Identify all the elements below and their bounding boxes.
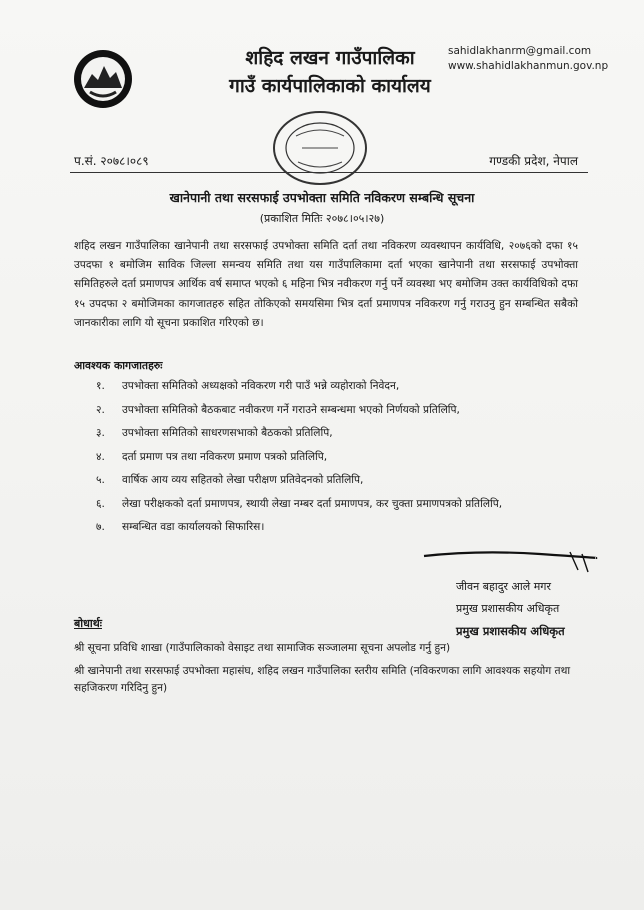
email-address[interactable]: sahidlakhanrm@gmail.com bbox=[448, 45, 592, 57]
signature-icon bbox=[420, 548, 600, 578]
signatory-block bbox=[456, 576, 565, 642]
office-stamp-icon bbox=[268, 106, 372, 190]
header-divider bbox=[70, 172, 588, 173]
list-item: श्री खानेपानी तथा सरसफाई उपभोक्ता महासंघ, शहिद लखन गाउँपालिका स्तरीय समिति (नविकरणका लागि आवश्यक सहयोग तथा सहजिकरण गरिदिनु हुन) bbox=[74, 664, 571, 694]
notice-body: शहिद लखन गाउँपालिका खानेपानी तथा सरसफाई उपभोक्ता समिति दर्ता तथा नविकरण व्यवस्थापन कार्यविधि, २०७६को दफा १५ उपदफा १ बमोजिम साविक जिल्ला समन्वय समिति तथा यस गाउँपालिकामा दर्ता भएका खानेपानी तथा सरसफाई उपभोक्ता समितिहरुले दर्ता प्रमाणपत्र आर्थिक वर्ष समाप्त भएको ६ महिना भित्र नवीकरण गर्नु पर्ने व्यवस्था भए बमोजिम उक्त कार्यविधिको दफा १५ उपदफा २ बमोजिमका कागजातहरु सहित तोकिएको समयसिमा भित्र दर्ता प्रमाणपत्र नविकरण गर्नु गराउनु हुन सम्बन्धित सबैको जानकारीका लागि यो सूचना प्रकाशित गरिएको छ। bbox=[74, 240, 578, 329]
list-item: ४. दर्ता प्रमाण पत्र तथा नविकरण प्रमाण पत्रको प्रतिलिपि, bbox=[96, 450, 328, 463]
list-item: २. उपभोक्ता समितिको बैठकबाट नवीकरण गर्ने गराउने सम्बन्धमा भएको निर्णयको प्रतिलिपि, bbox=[96, 403, 460, 416]
office-name-line1: शहिद लखन गाउँपालिका bbox=[245, 47, 415, 69]
cc-list bbox=[74, 640, 574, 703]
required-documents-heading: आवश्यक कागजातहरुः bbox=[74, 359, 163, 372]
list-item: ३. उपभोक्ता समितिको साधरणसभाको बैठकको प्रतिलिपि, bbox=[96, 427, 333, 439]
website-address[interactable]: www.shahidlakhanmun.gov.np bbox=[448, 60, 609, 72]
signatory-stamp: प्रमुख प्रशासकीय अधिकृत bbox=[456, 624, 565, 638]
contact-info bbox=[448, 44, 608, 74]
required-documents-list bbox=[96, 378, 556, 543]
office-name bbox=[180, 44, 480, 100]
reference-number: प.सं. २०७८।०८९ bbox=[74, 154, 149, 168]
list-item: ७. सम्बन्धित वडा कार्यालयको सिफारिस। bbox=[96, 521, 265, 533]
province-label: गण्डकी प्रदेश, नेपाल bbox=[489, 154, 578, 168]
office-name-line2: गाउँ कार्यपालिकाको कार्यालय bbox=[229, 75, 431, 97]
notice-title: खानेपानी तथा सरसफाई उपभोक्ता समिति नविकरण सम्बन्धि सूचना bbox=[169, 190, 475, 205]
list-item: श्री सूचना प्रविधि शाखा (गाउँपालिकाको वेसाइट तथा सामाजिक सञ्जालमा सूचना अपलोड गर्नु हुन) bbox=[74, 642, 451, 654]
nepal-emblem-icon bbox=[72, 48, 134, 110]
list-item: ६. लेखा परीक्षकको दर्ता प्रमाणपत्र, स्थायी लेखा नम्बर दर्ता प्रमाणपत्र, कर चुक्ता प्रमाणपत्रको प्रतिलिपि, bbox=[96, 497, 503, 510]
list-item: १. उपभोक्ता समितिको अध्यक्षको नविकरण गरी पाउँ भन्ने व्यहोराको निवेदन, bbox=[96, 380, 400, 392]
signatory-name: जीवन बहादुर आले मगर bbox=[456, 580, 552, 593]
cc-heading: बोधार्थः bbox=[74, 617, 102, 630]
list-item: ५. वार्षिक आय व्यय सहितको लेखा परीक्षण प्रतिवेदनको प्रतिलिपि, bbox=[96, 474, 364, 486]
signatory-designation: प्रमुख प्रशासकीय अधिकृत bbox=[456, 602, 560, 615]
published-date: (प्रकाशित मितिः २०७८।०५।२७) bbox=[259, 212, 385, 225]
